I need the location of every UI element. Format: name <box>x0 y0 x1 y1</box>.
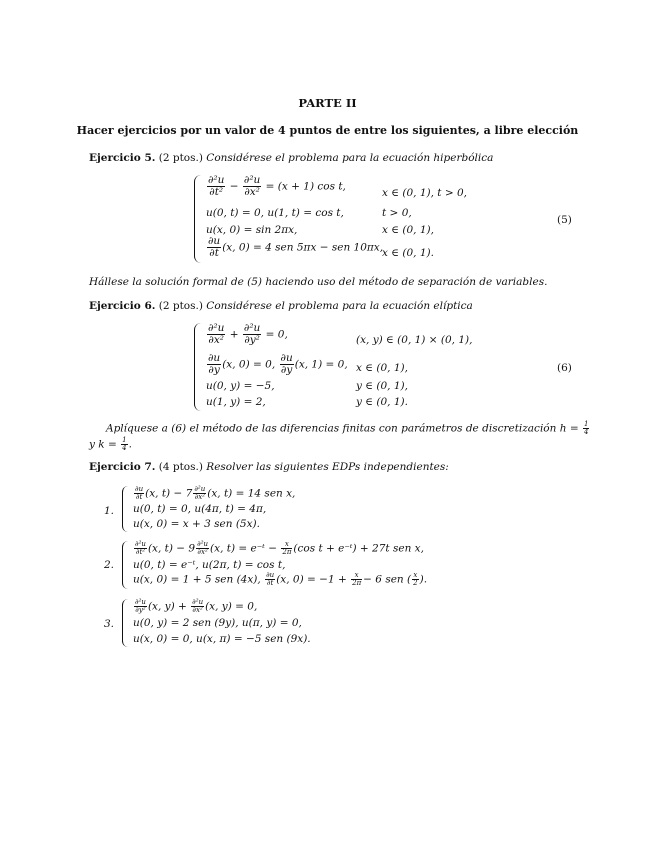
ex6-condition-3: y ∈ (0, 1), <box>356 380 408 392</box>
left-brace <box>194 323 201 411</box>
ex5-condition-2: t > 0, <box>382 207 412 219</box>
item-index: 2. <box>104 559 115 571</box>
instructions: Hacer ejercicios por un valor de 4 puntos de entre los siguientes, a libre elección <box>76 124 579 137</box>
ex7-item-2-equation: $\frac{\text{∂²u}}{\text{∂t²}}$ (x, t) − 9 $\frac{\text{∂²u}}{\text{∂x²}}$ (x, t) = e⁻ᵗ − $\frac{x}{2\pi}$ (cos t + e⁻ᵗ) + 27t sen x, <box>135 540 424 556</box>
left-brace <box>194 175 201 263</box>
ex7-item-3-equation: $\frac{\text{∂²u}}{\text{∂y²}}$ (x, y) + $\frac{\text{∂²u}}{\text{∂x²}}$ (x, y) = 0, <box>135 598 258 614</box>
ex6-condition-2: x ∈ (0, 1), <box>356 362 408 374</box>
section-title: PARTE II <box>298 96 357 110</box>
exercise-label: Ejercicio 6. <box>89 300 156 312</box>
ex7-item-3-initial: u(x, 0) = 0, u(x, π) = −5 sen (9x). <box>133 633 311 645</box>
ex7-item-2-boundary: u(0, t) = e⁻ᵗ, u(2π, t) = cos t, <box>133 559 286 571</box>
item-index: 3. <box>104 618 115 630</box>
exercise-6-followup-line-2: y k = $\frac{1}{4}$ . <box>89 436 132 452</box>
ex5-condition-4: x ∈ (0, 1). <box>382 247 434 259</box>
ex6-condition-1: (x, y) ∈ (0, 1) × (0, 1), <box>356 334 473 346</box>
exercise-points: (2 ptos.) <box>158 152 203 164</box>
left-brace <box>122 599 128 647</box>
ex6-equation-3: u(0, y) = −5, <box>206 380 275 392</box>
item-index: 1. <box>104 505 115 517</box>
exercise-statement: Considérese el problema para la ecuación elíptica <box>206 300 473 312</box>
ex7-item-2-initial: u(x, 0) = 1 + 5 sen (4x), $\frac{\partial u}{\partial t}$ (x, 0) = −1 + $\frac{x}{2\pi}$ − 6 sen ( $\frac{x}{2}$ ). <box>133 571 428 587</box>
ex5-equation-2: u(0, t) = 0, u(1, t) = cos t, <box>206 207 344 219</box>
exercise-6-heading <box>89 300 473 312</box>
equation-number-5: (5) <box>557 214 572 226</box>
ex7-item-1-initial: u(x, 0) = x + 3 sen (5x). <box>133 518 260 530</box>
ex5-condition-1: x ∈ (0, 1), t > 0, <box>382 187 467 199</box>
exercise-5-heading <box>89 152 493 164</box>
exercise-statement: Resolver las siguientes EDPs independientes: <box>206 461 449 473</box>
ex5-condition-3: x ∈ (0, 1), <box>382 224 434 236</box>
ex5-equation-3: u(x, 0) = sin 2πx, <box>206 224 298 236</box>
left-brace <box>122 541 128 589</box>
ex5-equation-4: $\frac{\partial u}{\partial t}$ (x, 0) = 4 sen 5πx − sen 10πx, <box>208 235 384 260</box>
ex6-equation-1: $\frac{\text{∂²u}}{\text{∂x²}}$ + $\frac{\text{∂²u}}{\text{∂y²}}$ = 0, <box>208 322 288 347</box>
exercise-statement: Considérese el problema para la ecuación hiperbólica <box>206 152 494 164</box>
ex7-item-1-equation: $\frac{\partial u}{\partial t}$ (x, t) − 7 $\frac{\text{∂²u}}{\text{∂x²}}$ (x, t) = 14 sen x, <box>135 485 296 501</box>
equation-number-6: (6) <box>557 362 572 374</box>
left-brace <box>122 486 128 532</box>
ex5-equation-1: $\frac{\text{∂²u}}{\text{∂t²}}$ − $\frac{\text{∂²u}}{\text{∂x²}}$ = (x + 1) cos t, <box>208 174 346 199</box>
ex7-item-3-boundary: u(0, y) = 2 sen (9y), u(π, y) = 0, <box>133 617 302 629</box>
exercise-label: Ejercicio 5. <box>89 152 156 164</box>
ex7-item-1-boundary: u(0, t) = 0, u(4π, t) = 4π, <box>133 503 267 515</box>
ex6-equation-4: u(1, y) = 2, <box>206 396 266 408</box>
ex6-equation-2: $\frac{\partial u}{\partial y}$ (x, 0) = 0, $\frac{\partial u}{\partial y}$ (x, 1) = 0, <box>208 352 348 377</box>
exercise-5-followup: Hállese la solución formal de (5) haciendo uso del método de separación de variables. <box>89 276 548 288</box>
exercise-points: (2 ptos.) <box>158 300 203 312</box>
exercise-7-heading <box>89 461 449 473</box>
ex6-condition-4: y ∈ (0, 1). <box>356 396 408 408</box>
exercise-6-followup-line-1: Aplíquese a (6) el método de las diferencias finitas con parámetros de discretización h = $\frac{1}{4}$ <box>106 420 589 436</box>
exercise-label: Ejercicio 7. <box>89 461 156 473</box>
exercise-points: (4 ptos.) <box>158 461 203 473</box>
